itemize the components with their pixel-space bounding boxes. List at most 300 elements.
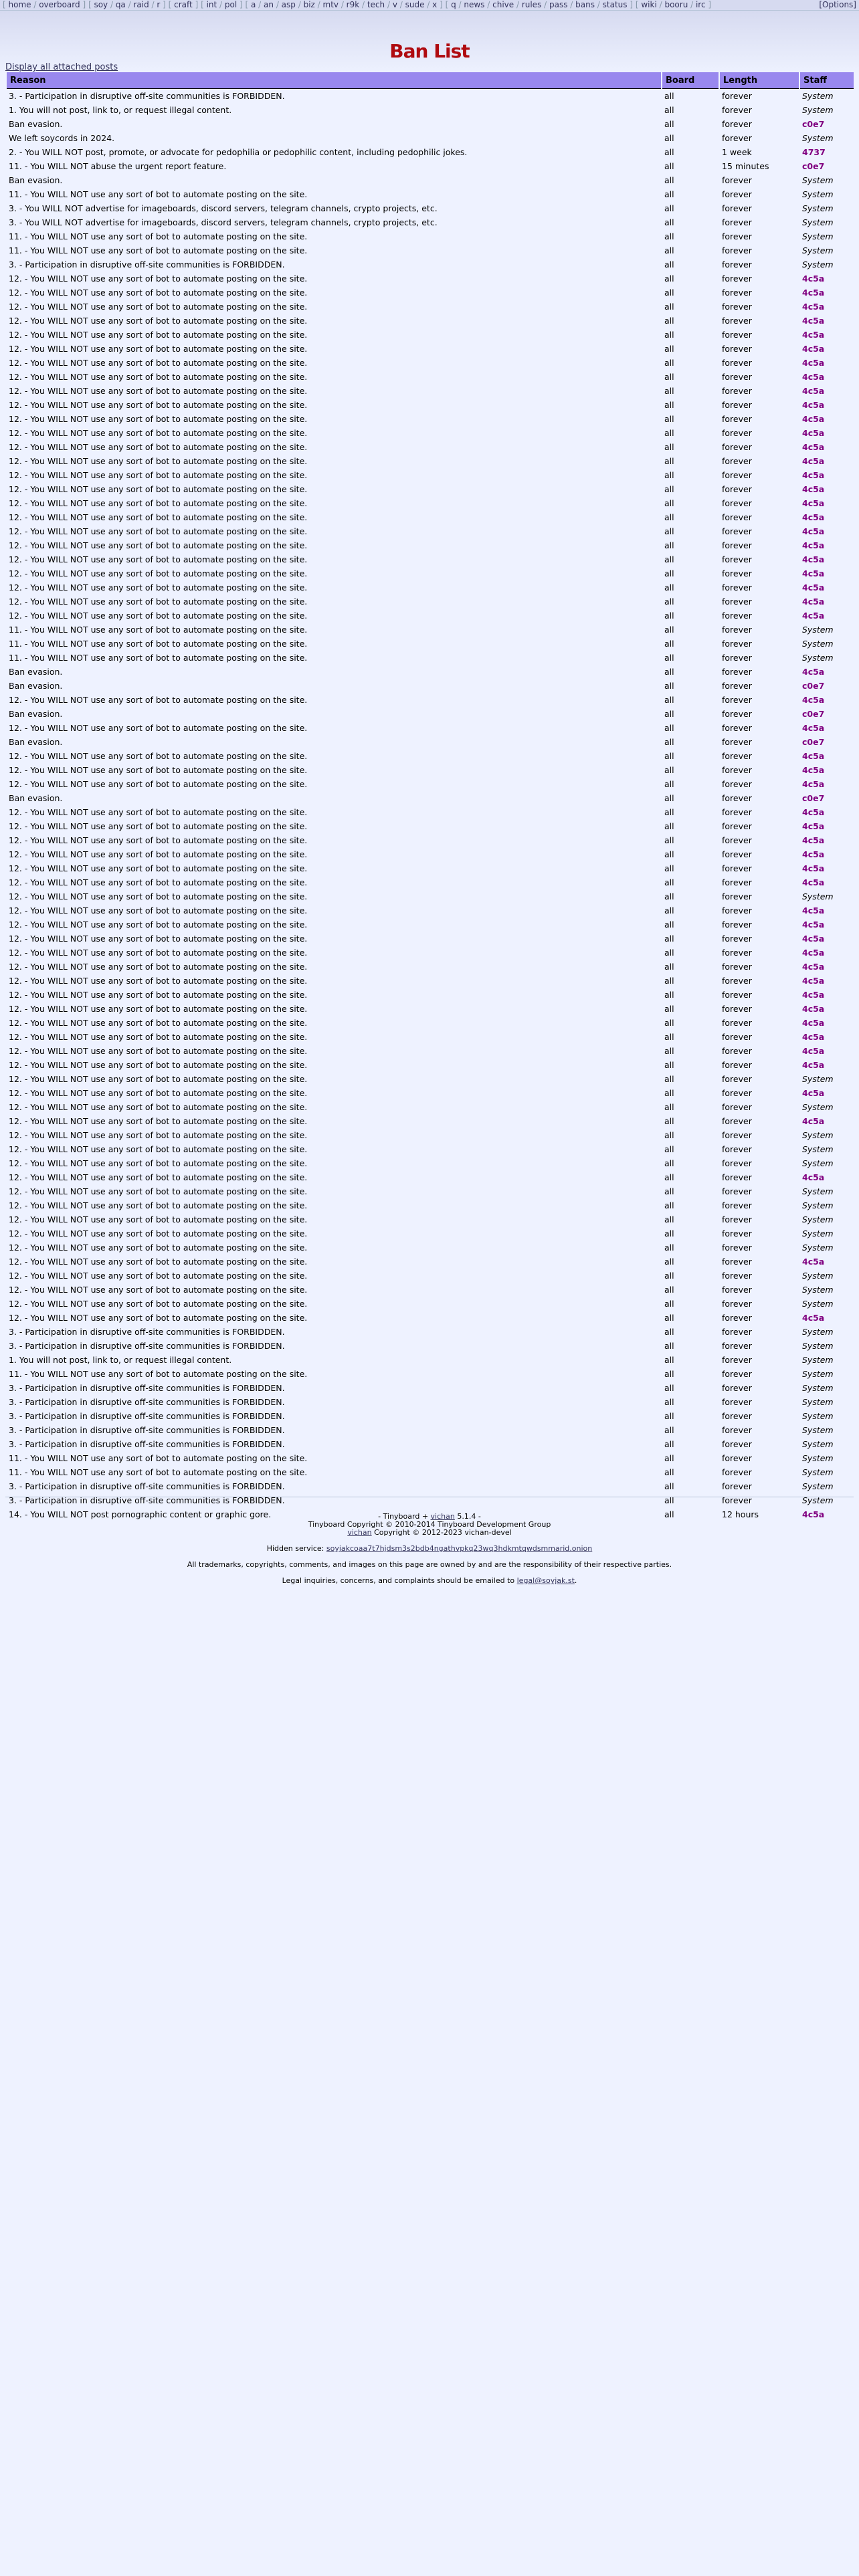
ban-staff: 4c5a — [802, 835, 825, 845]
ban-table-header-row — [7, 72, 854, 89]
ban-reason: 11. - You WILL NOT use any sort of bot to automate posting on the site. — [9, 1369, 308, 1379]
ban-reason: 12. - You WILL NOT use any sort of bot to automate posting on the site. — [9, 512, 308, 522]
ban-length: forever — [722, 91, 752, 101]
ban-board: all — [664, 625, 674, 635]
ban-row — [7, 749, 854, 763]
ban-reason: 12. - You WILL NOT use any sort of bot to automate posting on the site. — [9, 948, 308, 958]
ban-staff: System — [802, 891, 834, 901]
ban-length: forever — [722, 779, 752, 789]
ban-reason: 12. - You WILL NOT use any sort of bot to automate posting on the site. — [9, 934, 308, 944]
ban-reason: 3. - Participation in disruptive off-site communities is FORBIDDEN. — [9, 1481, 285, 1491]
ban-length: forever — [722, 540, 752, 550]
ban-board: all — [664, 456, 674, 466]
ban-staff: 4c5a — [802, 1509, 825, 1519]
ban-row — [7, 243, 854, 257]
ban-reason: 12. - You WILL NOT use any sort of bot to automate posting on the site. — [9, 1186, 308, 1196]
board-link-home[interactable]: home — [8, 0, 31, 9]
ban-reason: 12. - You WILL NOT use any sort of bot to automate posting on the site. — [9, 891, 308, 901]
ban-row — [7, 1451, 854, 1465]
ban-row — [7, 805, 854, 819]
ban-reason: 12. - You WILL NOT use any sort of bot to automate posting on the site. — [9, 1144, 308, 1154]
ban-staff: System — [802, 105, 834, 115]
ban-staff: System — [802, 175, 834, 185]
ban-reason: 12. - You WILL NOT use any sort of bot to automate posting on the site. — [9, 1271, 308, 1281]
ban-board: all — [664, 372, 674, 382]
ban-board: all — [664, 470, 674, 480]
ban-staff: System — [802, 1327, 834, 1337]
ban-row — [7, 1058, 854, 1072]
ban-reason: 12. - You WILL NOT use any sort of bot to automate posting on the site. — [9, 920, 308, 930]
ban-board: all — [664, 611, 674, 621]
ban-board: all — [664, 1481, 674, 1491]
ban-board: all — [664, 344, 674, 354]
ban-length: forever — [722, 344, 752, 354]
ban-row — [7, 1226, 854, 1241]
board-link-qa[interactable]: qa — [115, 0, 126, 9]
ban-staff: System — [802, 1481, 834, 1491]
ban-staff: System — [802, 1355, 834, 1365]
board-link-group: [ q / news / chive / rules / pass / bans / status ] — [442, 0, 634, 9]
board-link-irc[interactable]: irc — [695, 0, 706, 9]
board-link-pass[interactable]: pass — [549, 0, 568, 9]
ban-board: all — [664, 1172, 674, 1182]
ban-reason: 12. - You WILL NOT use any sort of bot to automate posting on the site. — [9, 976, 308, 986]
ban-reason: 12. - You WILL NOT use any sort of bot to automate posting on the site. — [9, 568, 308, 578]
ban-length: forever — [722, 470, 752, 480]
ban-row — [7, 946, 854, 960]
ban-staff: 4c5a — [802, 526, 825, 536]
ban-reason: 1. You will not post, link to, or request illegal content. — [9, 105, 232, 115]
board-link-int[interactable]: int — [206, 0, 217, 9]
ban-staff: 4c5a — [802, 540, 825, 550]
ban-board: all — [664, 386, 674, 396]
footer-credits — [0, 1513, 859, 1537]
ban-length: 15 minutes — [722, 161, 769, 171]
board-link-group: [ craft ] — [165, 0, 199, 9]
ban-reason: 12. - You WILL NOT use any sort of bot to automate posting on the site. — [9, 344, 308, 354]
ban-board: all — [664, 1425, 674, 1435]
ban-length: forever — [722, 302, 752, 312]
ban-length: forever — [722, 976, 752, 986]
ban-staff: System — [802, 1439, 834, 1449]
ban-row — [7, 314, 854, 328]
ban-staff: 4c5a — [802, 582, 825, 593]
ban-board: all — [664, 414, 674, 424]
ban-row — [7, 791, 854, 805]
ban-length: forever — [722, 512, 752, 522]
ban-length: forever — [722, 414, 752, 424]
ban-reason: 12. - You WILL NOT use any sort of bot to automate posting on the site. — [9, 1130, 308, 1140]
ban-reason: 3. - Participation in disruptive off-site communities is FORBIDDEN. — [9, 1327, 285, 1337]
ban-length: forever — [722, 1369, 752, 1379]
ban-staff: 4c5a — [802, 611, 825, 621]
ban-row — [7, 819, 854, 833]
ban-staff: 4c5a — [802, 779, 825, 789]
ban-reason: 12. - You WILL NOT use any sort of bot to automate posting on the site. — [9, 316, 308, 326]
ban-row — [7, 679, 854, 693]
ban-row — [7, 173, 854, 187]
ban-length: forever — [722, 1467, 752, 1477]
board-link-soy[interactable]: soy — [94, 0, 108, 9]
ban-row — [7, 286, 854, 300]
ban-length: forever — [722, 189, 752, 199]
ban-staff: 4c5a — [802, 765, 825, 775]
ban-board: all — [664, 1257, 674, 1267]
ban-length: forever — [722, 1186, 752, 1196]
ban-staff: System — [802, 1425, 834, 1435]
ban-reason: 12. - You WILL NOT use any sort of bot to automate posting on the site. — [9, 1243, 308, 1253]
ban-length: forever — [722, 653, 752, 663]
ban-staff: 4c5a — [802, 1257, 825, 1267]
ban-reason: Ban evasion. — [9, 709, 63, 719]
ban-length: forever — [722, 484, 752, 494]
ban-staff: System — [802, 1186, 834, 1196]
ban-length: forever — [722, 1172, 752, 1182]
column-header-length[interactable]: Length — [720, 72, 799, 89]
footer-trademark-notice: All trademarks, copyrights, comments, and images on this page are owned by and are the responsibility of their respective parties. — [187, 1560, 672, 1569]
board-link-group: [ int / pol ] — [198, 0, 243, 9]
ban-length: 12 hours — [722, 1509, 759, 1519]
ban-reason: 11. - You WILL NOT use any sort of bot to automate posting on the site. — [9, 1453, 308, 1463]
ban-length: forever — [722, 1060, 752, 1070]
board-link-an[interactable]: an — [264, 0, 274, 9]
ban-board: all — [664, 288, 674, 298]
ban-reason: Ban evasion. — [9, 667, 63, 677]
ban-reason: 3. - Participation in disruptive off-site communities is FORBIDDEN. — [9, 1425, 285, 1435]
ban-row — [7, 1339, 854, 1353]
ban-board: all — [664, 1271, 674, 1281]
ban-length: forever — [722, 1327, 752, 1337]
ban-row — [7, 960, 854, 974]
ban-length: forever — [722, 667, 752, 677]
ban-staff: 4c5a — [802, 484, 825, 494]
ban-length: forever — [722, 245, 752, 255]
ban-staff: 4c5a — [802, 990, 825, 1000]
ban-length: forever — [722, 1214, 752, 1224]
ban-reason: 11. - You WILL NOT use any sort of bot to automate posting on the site. — [9, 1467, 308, 1477]
ban-board: all — [664, 639, 674, 649]
board-link-asp[interactable]: asp — [281, 0, 296, 9]
ban-board: all — [664, 597, 674, 607]
column-header-reason[interactable]: Reason — [7, 72, 661, 89]
ban-reason: 12. - You WILL NOT use any sort of bot to automate posting on the site. — [9, 526, 308, 536]
ban-reason: 12. - You WILL NOT use any sort of bot to automate posting on the site. — [9, 442, 308, 452]
ban-staff: System — [802, 1271, 834, 1281]
ban-row — [7, 665, 854, 679]
ban-length: forever — [722, 442, 752, 452]
ban-staff: 4c5a — [802, 1088, 825, 1098]
vichan-link[interactable]: vichan — [430, 1512, 455, 1521]
ban-row — [7, 468, 854, 482]
ban-board: all — [664, 863, 674, 873]
hidden-service-link[interactable]: soyjakcoaa7t7hjdsm3s2bdb4ngathvpkq23wq3hdkmtqwdsmmarid.onion — [326, 1544, 593, 1553]
board-link-group: [ soy / qa / raid / r ] — [86, 0, 166, 9]
vichan-devel-link[interactable]: vichan — [347, 1528, 372, 1537]
ban-board: all — [664, 1088, 674, 1098]
ban-row — [7, 201, 854, 215]
ban-staff: System — [802, 91, 834, 101]
ban-board: all — [664, 358, 674, 368]
ban-reason: We left soycords in 2024. — [9, 133, 115, 143]
ban-length: forever — [722, 274, 752, 284]
ban-staff: 4c5a — [802, 400, 825, 410]
ban-staff: 4c5a — [802, 456, 825, 466]
ban-reason: 12. - You WILL NOT use any sort of bot to automate posting on the site. — [9, 1116, 308, 1126]
ban-board: all — [664, 835, 674, 845]
ban-reason: 12. - You WILL NOT use any sort of bot to automate posting on the site. — [9, 274, 308, 284]
ban-row — [7, 1184, 854, 1198]
ban-board: all — [664, 667, 674, 677]
ban-length: forever — [722, 723, 752, 733]
column-header-staff[interactable]: Staff — [800, 72, 854, 89]
ban-board: all — [664, 203, 674, 213]
ban-row — [7, 861, 854, 875]
ban-row — [7, 412, 854, 426]
board-link-biz[interactable]: biz — [303, 0, 315, 9]
ban-length: forever — [722, 962, 752, 972]
ban-board: all — [664, 807, 674, 817]
ban-staff: System — [802, 1074, 834, 1084]
ban-row — [7, 1437, 854, 1451]
ban-length: forever — [722, 568, 752, 578]
board-link-wiki[interactable]: wiki — [641, 0, 657, 9]
ban-reason: 12. - You WILL NOT use any sort of bot to automate posting on the site. — [9, 372, 308, 382]
ban-reason: 12. - You WILL NOT use any sort of bot to automate posting on the site. — [9, 1074, 308, 1084]
ban-board: all — [664, 948, 674, 958]
ban-row — [7, 538, 854, 552]
legal-notice-text: Legal inquiries, concerns, and complaints should be emailed to — [282, 1576, 515, 1585]
board-link-raid[interactable]: raid — [133, 0, 149, 9]
ban-reason: 3. - Participation in disruptive off-site communities is FORBIDDEN. — [9, 1397, 285, 1407]
board-link-sude[interactable]: sude — [405, 0, 425, 9]
ban-row — [7, 609, 854, 623]
ban-length: forever — [722, 765, 752, 775]
ban-board: all — [664, 1116, 674, 1126]
board-link-mtv[interactable]: mtv — [322, 0, 339, 9]
ban-reason: 12. - You WILL NOT use any sort of bot to automate posting on the site. — [9, 611, 308, 621]
ban-staff: System — [802, 653, 834, 663]
display-all-attached-posts-link[interactable]: Display all attached posts — [5, 62, 118, 72]
footer-engine-prefix: - Tinyboard + — [378, 1512, 429, 1521]
ban-board: all — [664, 1074, 674, 1084]
ban-board: all — [664, 498, 674, 508]
ban-reason: 12. - You WILL NOT use any sort of bot to automate posting on the site. — [9, 414, 308, 424]
ban-reason: 14. - You WILL NOT post pornographic content or graphic gore. — [9, 1509, 272, 1519]
ban-staff: 4c5a — [802, 905, 825, 916]
ban-reason: 12. - You WILL NOT use any sort of bot to automate posting on the site. — [9, 723, 308, 733]
ban-length: forever — [722, 175, 752, 185]
ban-row — [7, 693, 854, 707]
ban-row — [7, 1086, 854, 1100]
ban-staff: 4c5a — [802, 316, 825, 326]
page-header — [0, 11, 859, 74]
ban-staff: 4c5a — [802, 344, 825, 354]
column-header-board[interactable]: Board — [662, 72, 719, 89]
footer — [0, 1513, 859, 1593]
ban-staff: System — [802, 1299, 834, 1309]
ban-reason: 3. - You WILL NOT advertise for imageboards, discord servers, telegram channels, crypto projects, etc. — [9, 217, 438, 227]
ban-length: forever — [722, 105, 752, 115]
board-link-rules[interactable]: rules — [521, 0, 542, 9]
ban-board: all — [664, 737, 674, 747]
ban-row — [7, 454, 854, 468]
ban-reason: 12. - You WILL NOT use any sort of bot to automate posting on the site. — [9, 1257, 308, 1267]
ban-staff: c0e7 — [802, 793, 825, 803]
ban-reason: 12. - You WILL NOT use any sort of bot to automate posting on the site. — [9, 1172, 308, 1182]
ban-row — [7, 847, 854, 861]
board-link-v[interactable]: v — [392, 0, 397, 9]
ban-length: forever — [722, 709, 752, 719]
ban-row — [7, 328, 854, 342]
ban-staff: 4c5a — [802, 568, 825, 578]
ban-length: forever — [722, 372, 752, 382]
board-link-q[interactable]: q — [451, 0, 456, 9]
ban-staff: System — [802, 1285, 834, 1295]
ban-row — [7, 1283, 854, 1297]
ban-row — [7, 1128, 854, 1142]
ban-staff: 4c5a — [802, 372, 825, 382]
ban-reason: 12. - You WILL NOT use any sort of bot to automate posting on the site. — [9, 1046, 308, 1056]
ban-board: all — [664, 1046, 674, 1056]
footer-engine-suffix: 5.1.4 - — [457, 1512, 481, 1521]
board-links — [3, 0, 711, 9]
ban-staff: c0e7 — [802, 119, 825, 129]
ban-reason: 12. - You WILL NOT use any sort of bot to automate posting on the site. — [9, 428, 308, 438]
ban-staff: 4c5a — [802, 288, 825, 298]
board-link-chive[interactable]: chive — [492, 0, 514, 9]
ban-reason: Ban evasion. — [9, 793, 63, 803]
ban-row — [7, 257, 854, 272]
board-link-r[interactable]: r — [157, 0, 161, 9]
ban-staff: System — [802, 1243, 834, 1253]
ban-board: all — [664, 91, 674, 101]
ban-row — [7, 833, 854, 847]
ban-board: all — [664, 568, 674, 578]
ban-board: all — [664, 1228, 674, 1239]
ban-staff: 4c5a — [802, 667, 825, 677]
ban-length: forever — [722, 877, 752, 887]
footer-tinyboard-copyright: Tinyboard Copyright © 2010-2014 Tinyboard Development Group — [308, 1520, 551, 1529]
ban-reason: 12. - You WILL NOT use any sort of bot to automate posting on the site. — [9, 1158, 308, 1168]
ban-staff: 4c5a — [802, 751, 825, 761]
ban-length: forever — [722, 386, 752, 396]
ban-reason: 12. - You WILL NOT use any sort of bot to automate posting on the site. — [9, 386, 308, 396]
ban-reason: 11. - You WILL NOT use any sort of bot to automate posting on the site. — [9, 653, 308, 663]
ban-row — [7, 496, 854, 510]
ban-staff: c0e7 — [802, 737, 825, 747]
board-link-craft[interactable]: craft — [174, 0, 193, 9]
ban-reason: 12. - You WILL NOT use any sort of bot to automate posting on the site. — [9, 302, 308, 312]
ban-staff: System — [802, 1453, 834, 1463]
ban-length: forever — [722, 288, 752, 298]
ban-length: forever — [722, 1299, 752, 1309]
ban-row — [7, 552, 854, 566]
ban-length: forever — [722, 1411, 752, 1421]
ban-reason: 12. - You WILL NOT use any sort of bot to automate posting on the site. — [9, 751, 308, 761]
ban-reason: 12. - You WILL NOT use any sort of bot to automate posting on the site. — [9, 1088, 308, 1098]
ban-board: all — [664, 1299, 674, 1309]
ban-board: all — [664, 849, 674, 859]
ban-row — [7, 1465, 854, 1479]
ban-staff: 4c5a — [802, 1313, 825, 1323]
ban-row — [7, 903, 854, 918]
ban-board: all — [664, 821, 674, 831]
ban-board: all — [664, 723, 674, 733]
ban-reason: 12. - You WILL NOT use any sort of bot to automate posting on the site. — [9, 695, 308, 705]
ban-reason: 12. - You WILL NOT use any sort of bot to automate posting on the site. — [9, 400, 308, 410]
ban-reason: Ban evasion. — [9, 737, 63, 747]
board-link-group: [ home / overboard ] — [3, 0, 86, 9]
ban-length: forever — [722, 807, 752, 817]
ban-length: forever — [722, 625, 752, 635]
ban-board: all — [664, 1214, 674, 1224]
ban-length: forever — [722, 1495, 752, 1505]
ban-staff: System — [802, 639, 834, 649]
ban-row — [7, 1353, 854, 1367]
ban-row — [7, 707, 854, 721]
ban-length: forever — [722, 1018, 752, 1028]
ban-list-table — [5, 72, 855, 1521]
ban-length: forever — [722, 526, 752, 536]
ban-length: forever — [722, 1004, 752, 1014]
ban-reason: 12. - You WILL NOT use any sort of bot to automate posting on the site. — [9, 330, 308, 340]
options-link[interactable]: [Options] — [819, 0, 856, 9]
board-link-bans[interactable]: bans — [575, 0, 595, 9]
ban-length: forever — [722, 1088, 752, 1098]
ban-row — [7, 1030, 854, 1044]
ban-row — [7, 510, 854, 524]
ban-staff: 4c5a — [802, 1116, 825, 1126]
ban-row — [7, 384, 854, 398]
ban-board: all — [664, 1032, 674, 1042]
board-link-x[interactable]: x — [432, 0, 438, 9]
ban-row — [7, 735, 854, 749]
board-link-a[interactable]: a — [251, 0, 256, 9]
ban-reason: 12. - You WILL NOT use any sort of bot to automate posting on the site. — [9, 1018, 308, 1028]
ban-reason: 3. - Participation in disruptive off-site communities is FORBIDDEN. — [9, 1341, 285, 1351]
ban-board: all — [664, 1397, 674, 1407]
ban-length: forever — [722, 400, 752, 410]
ban-length: forever — [722, 751, 752, 761]
ban-row — [7, 1198, 854, 1212]
ban-reason: 11. - You WILL NOT use any sort of bot to automate posting on the site. — [9, 189, 308, 199]
ban-board: all — [664, 428, 674, 438]
ban-length: forever — [722, 793, 752, 803]
ban-staff: System — [802, 259, 834, 270]
ban-row — [7, 777, 854, 791]
ban-row — [7, 918, 854, 932]
ban-board: all — [664, 133, 674, 143]
board-link-booru[interactable]: booru — [664, 0, 688, 9]
board-link-news[interactable]: news — [464, 0, 485, 9]
board-link-tech[interactable]: tech — [367, 0, 385, 9]
board-link-status[interactable]: status — [602, 0, 628, 9]
ban-staff: 4c5a — [802, 1046, 825, 1056]
ban-staff: 4737 — [802, 147, 826, 157]
ban-length: forever — [722, 1046, 752, 1056]
ban-board: all — [664, 709, 674, 719]
legal-email-link[interactable]: legal@soyjak.st — [516, 1576, 575, 1585]
board-link-overboard[interactable]: overboard — [39, 0, 80, 9]
ban-board: all — [664, 231, 674, 241]
board-link-pol[interactable]: pol — [224, 0, 237, 9]
ban-board: all — [664, 653, 674, 663]
ban-board: all — [664, 1355, 674, 1365]
board-link-r9k[interactable]: r9k — [346, 0, 360, 9]
ban-reason: 12. - You WILL NOT use any sort of bot to automate posting on the site. — [9, 849, 308, 859]
ban-length: forever — [722, 948, 752, 958]
board-link-group: [ wiki / booru / irc ] — [633, 0, 712, 9]
